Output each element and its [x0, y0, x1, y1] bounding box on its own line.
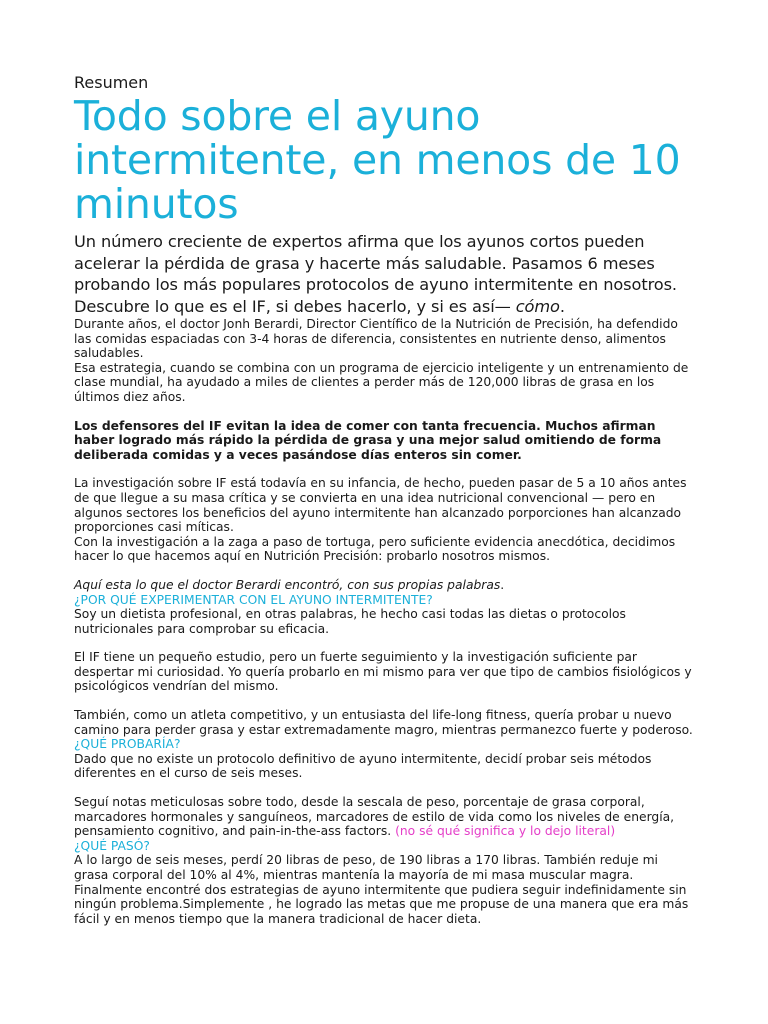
- italic-paragraph: [74, 578, 696, 593]
- body-paragraph-9: También, como un atleta competitivo, y un entusiasta del life-long fitness, quería probar u nuevo camino para perder grasa y estar extremadamente magro, mientras permanezco fuerte y poderoso.: [74, 708, 693, 737]
- body-paragraph-12: A lo largo de seis meses, perdí 20 libras de peso, de 190 libras a 170 libras. También reduje mi grasa corporal del 10% al 4%, mientras mantenía la mayoría de mi masa muscular magra. Finalmente encontré dos estrategias de ayuno intermitente que pudiera seguir indefinidamente sin ningún problema.Simplemente , he logrado las metas que me propuse de una manera que era más fácil y en menos tiempo que la manera tradicional de hacer dieta.: [74, 853, 689, 926]
- lede-italic: cómo: [515, 296, 560, 316]
- body-paragraph-11: [74, 795, 696, 839]
- body-paragraph-2: Esa estrategia, cuando se combina con un programa de ejercicio inteligente y un entrenamiento de clase mundial, ha ayudado a miles de clientes a perder más de 120,000 libras de grasa en los últimos diez años.: [74, 360, 689, 404]
- section-heading-what-try: ¿QUÉ PROBARÍA?: [74, 737, 181, 752]
- section-kicker: Resumen: [74, 73, 149, 92]
- body-paragraph-4: La investigación sobre IF está todavía en su infancia, de hecho, pueden pasar de 5 a 10 años antes de que llegue a su masa crítica y se convierta en una idea nutricional convencional — pero en algunos sectores los beneficios del ayuno intermitente han alcanzado porporciones han alcanzado proporciones casi míticas.: [74, 476, 687, 535]
- translator-note: (no sé qué significa y lo dejo literal): [395, 824, 616, 839]
- bold-paragraph: Los defensores del IF evitan la idea de comer con tanta frecuencia. Muchos afirman haber logrado más rápido la pérdida de grasa y una mejor salud omitiendo de forma deliberada comidas y a veces pasándose días enteros sin comer.: [74, 418, 662, 462]
- lede-paragraph: [74, 231, 696, 317]
- italic-end: .: [500, 577, 505, 592]
- document-title: Todo sobre el ayuno intermitente, en menos de 10 minutos: [74, 92, 681, 228]
- lede-text: Un número creciente de expertos afirma que los ayunos cortos pueden acelerar la pérdida de grasa y hacerte más saludable. Pasamos 6 meses probando los más populares protocolos de ayuno intermitente en nosotros. Descubre lo que es el IF, si debes hacerlo, y si es así—: [74, 232, 677, 316]
- body-paragraph-11-text: Seguí notas meticulosas sobre todo, desde la sescala de peso, porcentaje de grasa corporal, marcadores hormonales y sanguíneos, marcadores de estilo de vida como los niveles de energía, pensamiento cognitivo, and pain-in-the-ass factors.: [74, 795, 675, 839]
- body-paragraph-5: Con la investigación a la zaga a paso de tortuga, pero suficiente evidencia anecdótica, decidimos hacer lo que hacemos aquí en Nutrición Precisión: probarlo nosotros mismos.: [74, 534, 676, 564]
- body-paragraph-7: Soy un dietista profesional, en otras palabras, he hecho casi todas las dietas o protocolos nutricionales para comprobar su eficacia.: [74, 607, 626, 636]
- body-paragraph-1: Durante años, el doctor Jonh Berardi, Director Científico de la Nutrición de Precisión, ha defendido las comidas espaciadas con 3-4 horas de diferencia, consistentes en nutriente denso, alimentos saludables.: [74, 317, 678, 361]
- lede-end: .: [559, 296, 565, 316]
- italic-text: Aquí esta lo que el doctor Berardi encontró, con sus propias palabras: [74, 577, 501, 592]
- document-page: [74, 72, 696, 926]
- body-paragraph-10: Dado que no existe un protocolo definitivo de ayuno intermitente, decidí probar seis métodos diferentes en el curso de seis meses.: [74, 751, 652, 781]
- section-heading-why: ¿POR QUÉ EXPERIMENTAR CON EL AYUNO INTERMITENTE?: [74, 592, 433, 607]
- body-paragraph-8: El IF tiene un pequeño estudio, pero un fuerte seguimiento y la investigación suficiente par despertar mi curiosidad. Yo quería probarlo en mi mismo para ver que tipo de cambios fisiológicos y psicológicos vendrían del mismo.: [74, 650, 692, 694]
- section-heading-what-happened: ¿QUÉ PASÓ?: [74, 838, 150, 853]
